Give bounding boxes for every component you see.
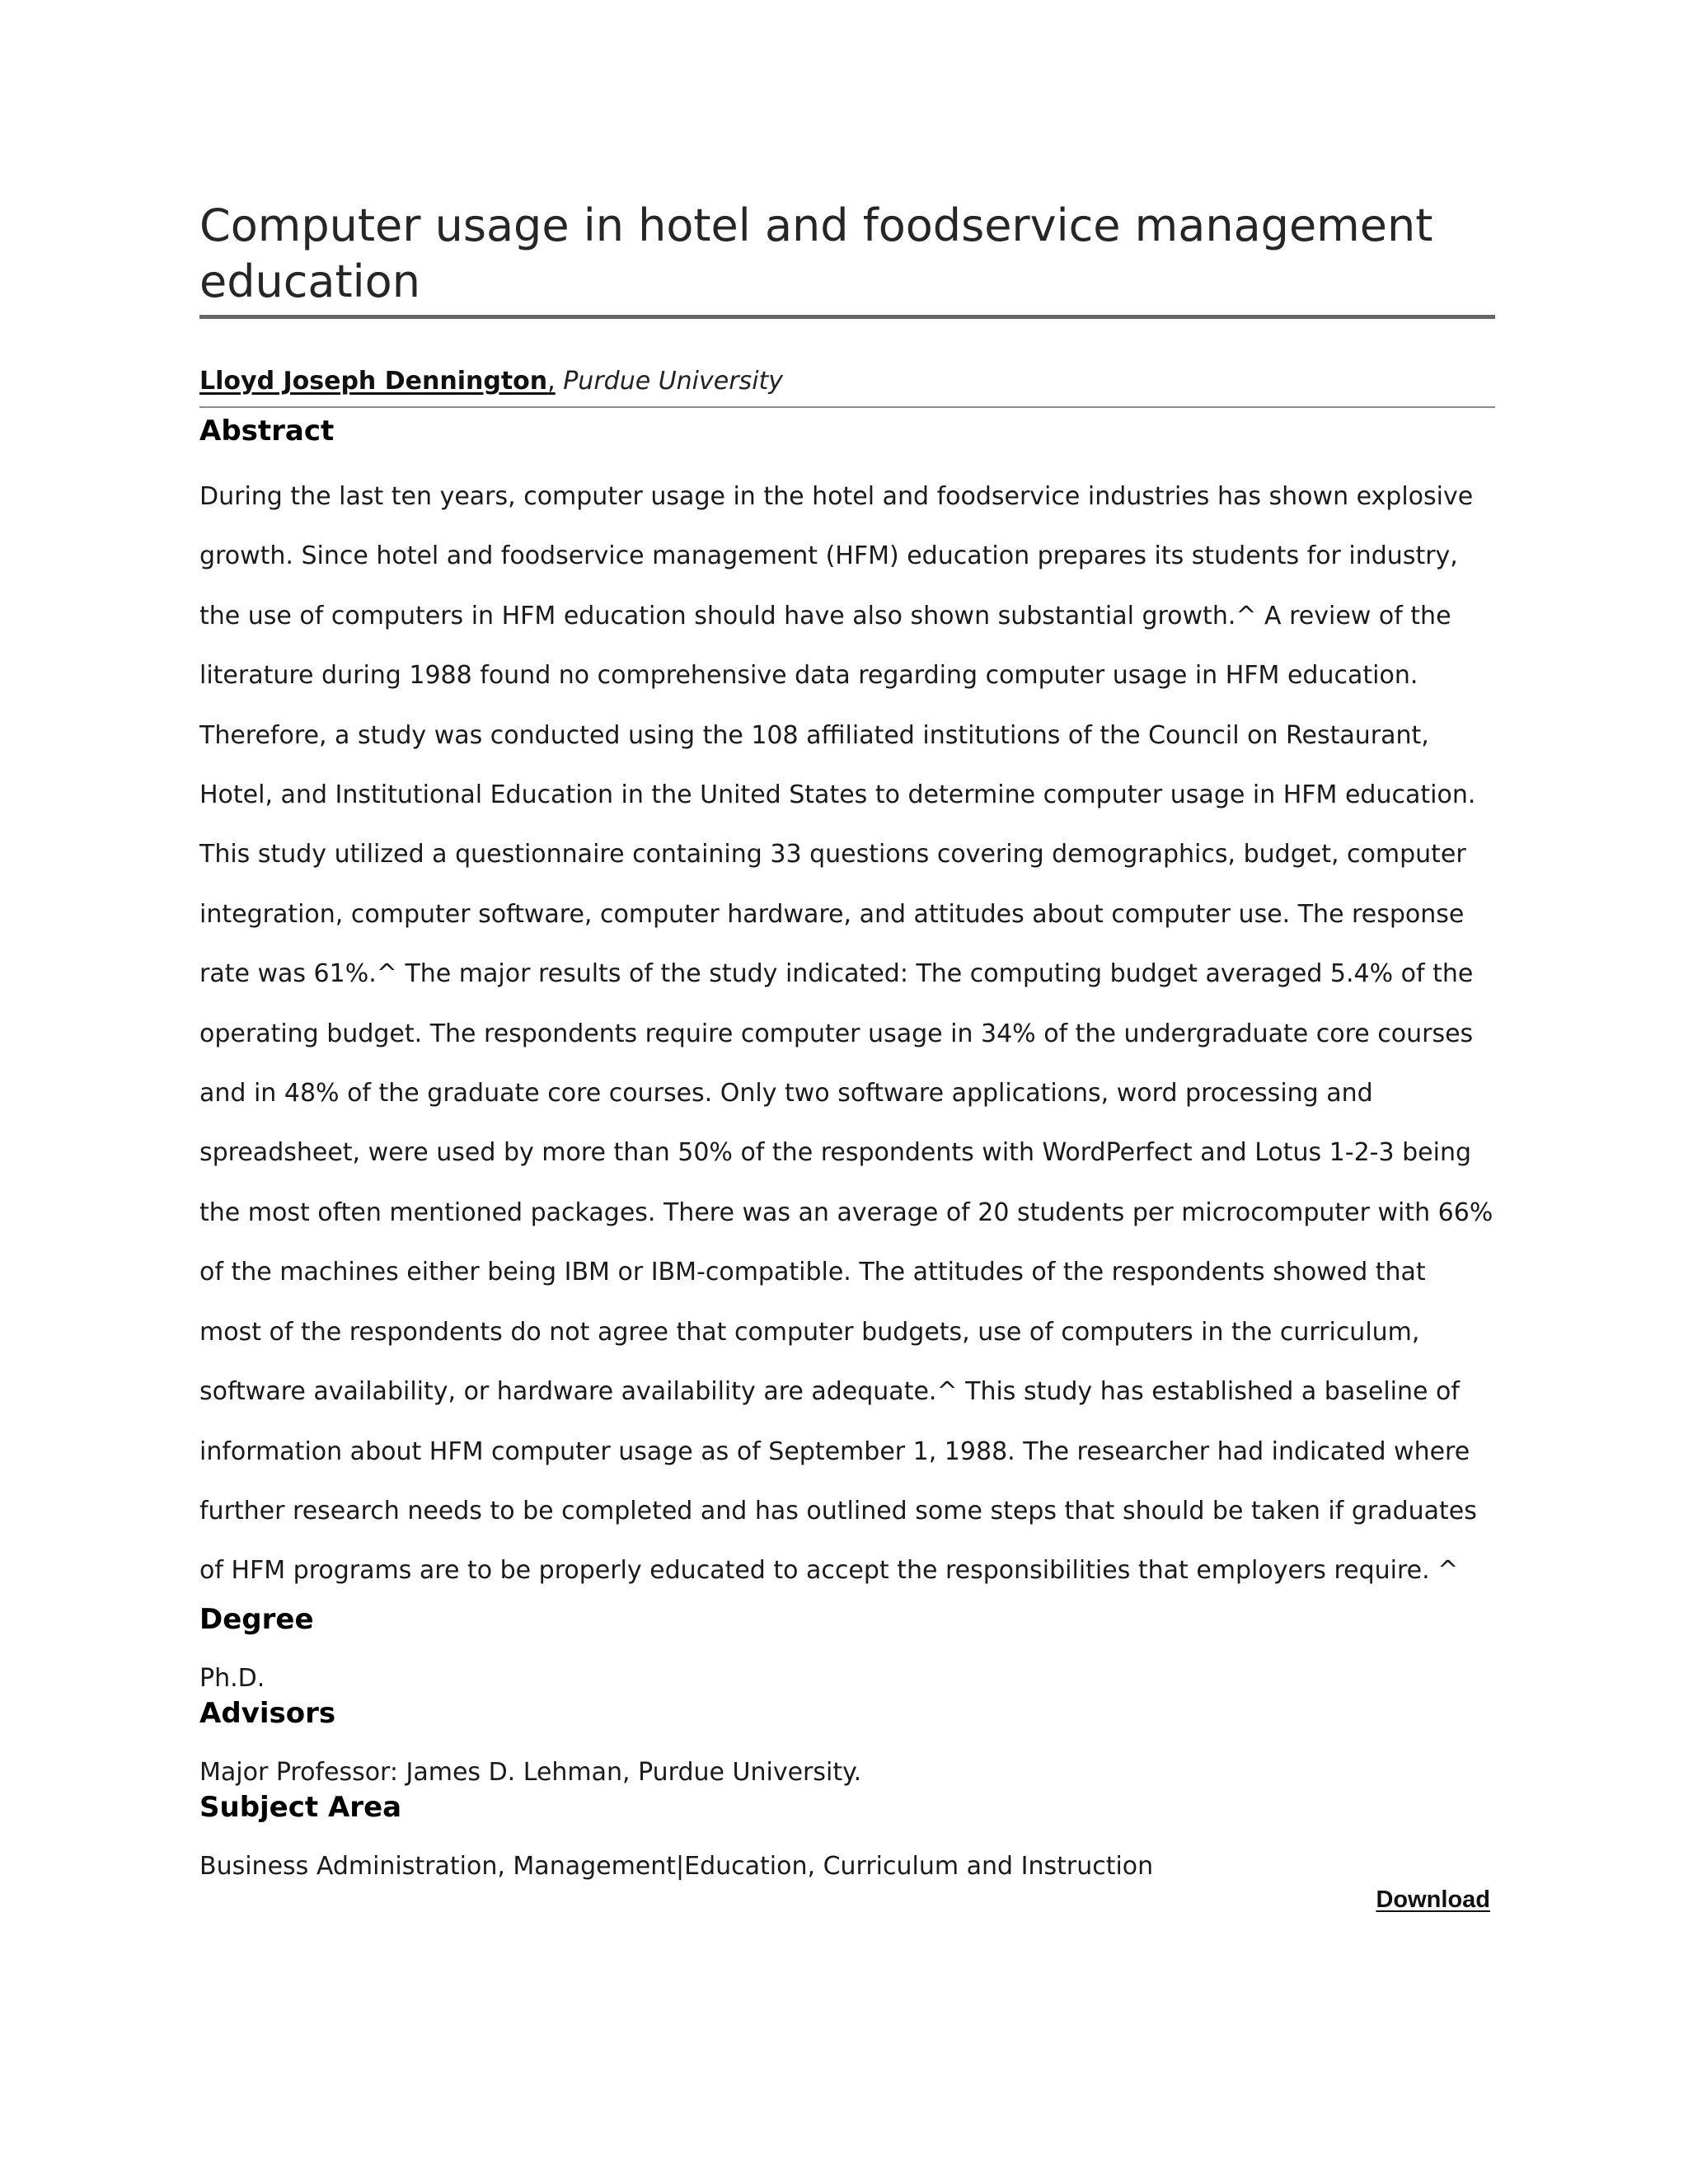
author-link[interactable]: Lloyd Joseph Dennington [199, 367, 548, 396]
advisors-section [199, 1695, 1495, 1789]
subject-area-value: Business Administration, Management|Education, Curriculum and Instruction [199, 1851, 1154, 1881]
author-line [199, 365, 1495, 408]
author-affiliation: Purdue University [563, 367, 784, 396]
download-link[interactable]: Download [1376, 1886, 1490, 1913]
degree-section [199, 1601, 1495, 1695]
author-separator: , [547, 367, 556, 396]
page-title: Computer usage in hotel and foodservice management education [199, 198, 1495, 319]
download-row [199, 1883, 1495, 1916]
advisors-heading: Advisors [199, 1696, 336, 1730]
advisors-value: Major Professor: James D. Lehman, Purdue University. [199, 1757, 862, 1787]
subject-area-section [199, 1789, 1495, 1883]
record-content [199, 198, 1495, 1916]
degree-heading: Degree [199, 1602, 314, 1636]
abstract-text: During the last ten years, computer usage in the hotel and foodservice industries has shown explosive growth. Since hotel and foodservice management (HFM) education prepares its students for industry, the use of computers in HFM education should have also shown substantial growth.^ A review of the literature during 1988 found no comprehensive data regarding computer usage in HFM education. Therefore, a study was conducted using the 108 affiliated institutions of the Council on Restaurant, Hotel, and Institutional Education in the United States to determine computer usage in HFM education. This study utilized a questionnaire containing 33 questions covering demographics, budget, computer integration, computer software, computer hardware, and attitudes about computer use. The response rate was 61%.^ The major results of the study indicated: The computing budget averaged 5.4% of the operating budget. The respondents require computer usage in 34% of the undergraduate core courses and in 48% of the graduate core courses. Only two software applications, word processing and spreadsheet, were used by more than 50% of the respondents with WordPerfect and Lotus 1-2-3 being the most often mentioned packages. There was an average of 20 students per microcomputer with 66% of the machines either being IBM or IBM-compatible. The attitudes of the respondents showed that most of the respondents do not agree that computer budgets, use of computers in the curriculum, software availability, or hardware availability are adequate.^ This study has established a baseline of information about HFM computer usage as of September 1, 1988. The researcher had indicated where further research needs to be completed and has outlined some steps that should be taken if graduates of HFM programs are to be properly educated to accept the responsibilities that employers require. ^ [199, 482, 1493, 1586]
subject-area-heading: Subject Area [199, 1790, 402, 1824]
abstract-heading: Abstract [199, 415, 335, 448]
degree-value: Ph.D. [199, 1663, 265, 1693]
